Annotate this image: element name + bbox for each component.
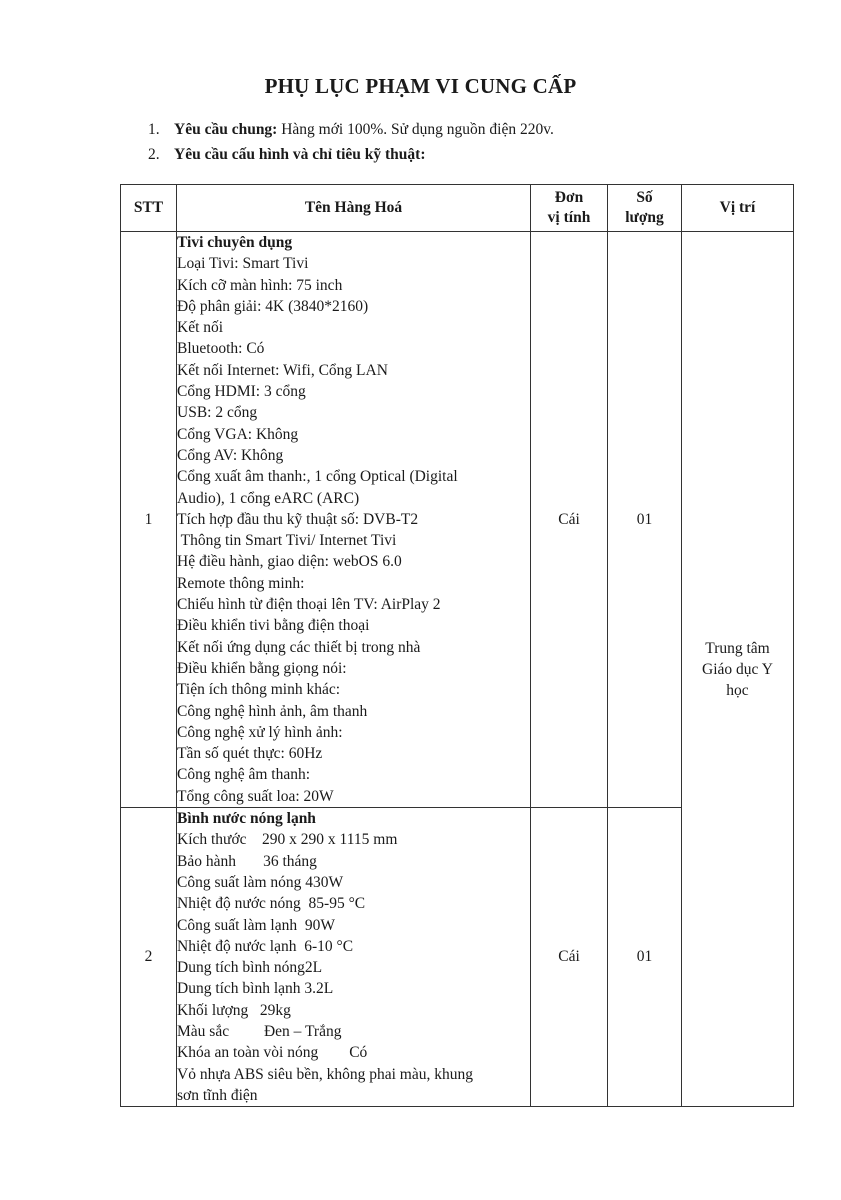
item-specs — [177, 253, 530, 807]
spec-line: Hệ điều hành, giao diện: webOS 6.0 — [177, 553, 402, 571]
spec-table — [120, 184, 794, 1107]
spec-line: Dung tích bình nóng2L — [177, 959, 323, 977]
item-name: Tivi chuyên dụng — [177, 234, 293, 251]
spec-line: Nhiệt độ nước lạnh 6-10 °C — [177, 937, 354, 955]
spec-line: Tổng công suất loa: 20W — [177, 787, 334, 805]
spec-line: USB: 2 cổng — [177, 404, 258, 422]
cell-qty: 01 — [608, 808, 682, 1107]
header-unit — [531, 185, 608, 232]
spec-line: Dung tích bình lạnh 3.2L — [177, 980, 334, 998]
spec-line: Công nghệ xử lý hình ảnh: — [177, 723, 343, 741]
header-stt: STT — [121, 185, 177, 232]
cell-name — [177, 232, 531, 808]
spec-line: Remote thông minh: — [177, 574, 305, 592]
spec-line: sơn tĩnh điện — [177, 1086, 258, 1104]
spec-line: Tích hợp đầu thu kỹ thuật số: DVB-T2 — [177, 510, 419, 528]
spec-line: Kết nối ứng dụng các thiết bị trong nhà — [177, 638, 421, 656]
spec-line: Kích thước 290 x 290 x 1115 mm — [177, 831, 398, 849]
spec-line: Cổng HDMI: 3 cổng — [177, 383, 306, 401]
spec-line: Điều khiển bằng giọng nói: — [177, 659, 347, 677]
spec-line: Audio), 1 cổng eARC (ARC) — [177, 489, 360, 507]
page-title: PHỤ LỤC PHẠM VI CUNG CẤP — [264, 74, 577, 98]
header-qty — [608, 185, 682, 232]
cell-unit: Cái — [531, 808, 608, 1107]
spec-line: Điều khiển tivi bằng điện thoại — [177, 617, 370, 635]
spec-line: Tần số quét thực: 60Hz — [177, 745, 323, 763]
spec-line: Kết nối Internet: Wifi, Cổng LAN — [177, 361, 388, 379]
header-location: Vị trí — [682, 185, 794, 232]
spec-line: Độ phân giải: 4K (3840*2160) — [177, 297, 369, 315]
spec-line: Cổng AV: Không — [177, 446, 284, 464]
requirement-number: 1. — [148, 121, 160, 138]
requirement-label: Yêu cầu chung: — [174, 121, 278, 138]
table-header-row — [121, 185, 794, 232]
requirement-label: Yêu cầu cấu hình và chỉ tiêu kỹ thuật: — [174, 146, 426, 163]
spec-line: Cổng xuất âm thanh:, 1 cổng Optical (Digital — [177, 468, 458, 486]
cell-location — [682, 232, 794, 1107]
spec-line: Khóa an toàn vòi nóng Có — [177, 1044, 368, 1062]
spec-line: Thông tin Smart Tivi/ Internet Tivi — [177, 532, 397, 550]
item-name: Bình nước nóng lạnh — [177, 810, 316, 828]
header-qty-line2: lượng — [625, 209, 664, 226]
spec-line: Công nghệ hình ảnh, âm thanh — [177, 702, 368, 720]
spec-line: Kết nối — [177, 319, 224, 337]
spec-line: Công nghệ âm thanh: — [177, 766, 311, 784]
header-unit-line2: vị tính — [547, 209, 591, 226]
spec-line: Loại Tivi: Smart Tivi — [177, 255, 309, 273]
cell-stt: 2 — [121, 808, 177, 1107]
spec-line: Nhiệt độ nước nóng 85-95 °C — [177, 895, 366, 913]
spec-line: Cổng VGA: Không — [177, 425, 299, 443]
location-line1: Trung tâm — [705, 639, 770, 657]
cell-unit: Cái — [531, 232, 608, 808]
spec-line: Vỏ nhựa ABS siêu bền, không phai màu, khung — [177, 1065, 473, 1083]
spec-line: Kích cỡ màn hình: 75 inch — [177, 276, 343, 294]
header-unit-line1: Đơn — [554, 189, 584, 206]
cell-stt: 1 — [121, 232, 177, 808]
spec-line: Khối lượng 29kg — [177, 1001, 291, 1019]
requirement-number: 2. — [148, 146, 160, 163]
spec-line: Công suất làm nóng 430W — [177, 873, 344, 891]
table-row — [121, 232, 794, 808]
spec-line: Bảo hành 36 tháng — [177, 852, 317, 870]
requirement-text: Hàng mới 100%. Sử dụng nguồn điện 220v. — [277, 121, 554, 138]
location-line3: học — [726, 681, 749, 699]
requirement-technical — [148, 146, 425, 164]
spec-line: Bluetooth: Có — [177, 340, 265, 358]
item-specs — [177, 829, 530, 1106]
spec-line: Chiếu hình từ điện thoại lên TV: AirPlay 2 — [177, 596, 441, 614]
header-qty-line1: Số — [636, 189, 653, 206]
header-name: Tên Hàng Hoá — [177, 185, 531, 232]
spec-line: Công suất làm lạnh 90W — [177, 916, 335, 934]
cell-name — [177, 808, 531, 1107]
spec-line: Màu sắc Đen – Trắng — [177, 1022, 342, 1040]
cell-qty: 01 — [608, 232, 682, 808]
location-line2: Giáo dục Y — [702, 660, 773, 678]
spec-line: Tiện ích thông minh khác: — [177, 681, 341, 699]
requirement-general — [148, 121, 554, 139]
